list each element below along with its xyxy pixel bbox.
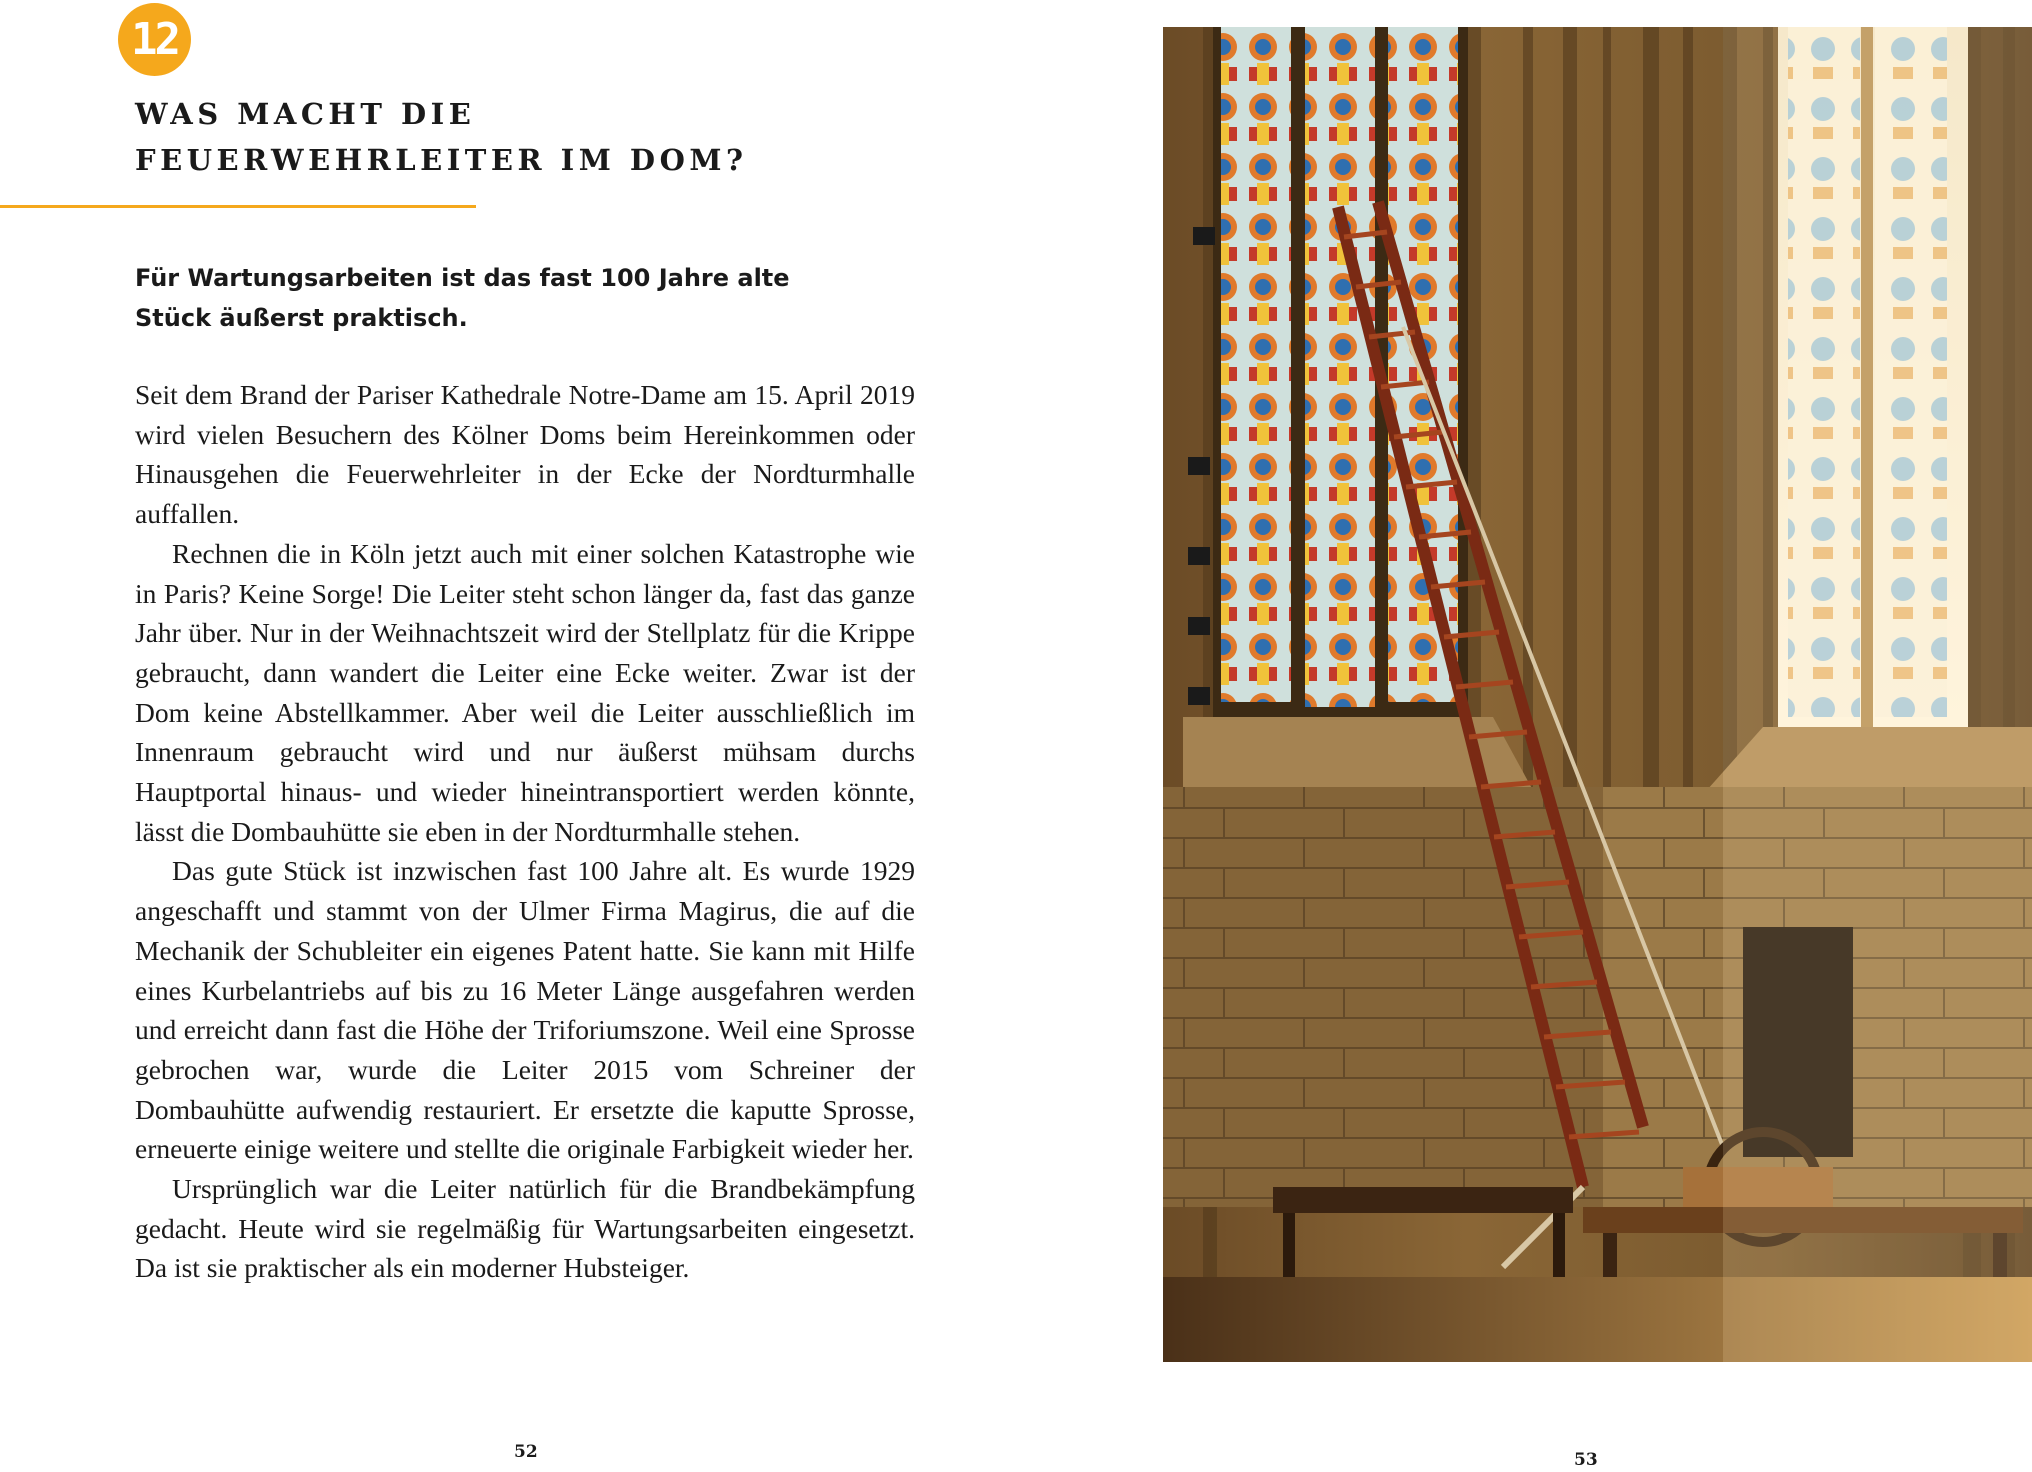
chapter-title: WAS MACHT DIE FEUERWEHRLEITER IM DOM? [135, 97, 748, 177]
page-number-right: 53 [1574, 1450, 1598, 1470]
cathedral-ladder-photo [1163, 27, 2032, 1362]
title-underline-rule [0, 205, 476, 208]
chapter-number-badge: 12 [118, 3, 191, 76]
body-paragraph: Rechnen die in Köln jetzt auch mit einer solchen Katastrophe wie in Paris? Keine Sorge! Die Leiter steht schon länger da, fast das ganze Jahr über. Nur in der Weihnachtszeit wird der Stellplatz für die Krippe gebraucht, dann wandert die Leiter eine Ecke weiter. Zwar ist der Dom keine Abstellkammer. Aber weil die Leiter ausschließlich im Innenraum gebraucht wird und nur äußerst mühsam durchs Hauptportal hinaus- und wieder hineintransportiert werden könnte, lässt die Dombauhütte sie eben in der Nordturmhalle stehen. [135, 537, 915, 847]
body-text [135, 375, 915, 1288]
lead-paragraph: Für Wartungsarbeiten ist das fast 100 Jahre alte Stück äußerst praktisch. [135, 264, 790, 332]
page-number-left: 52 [514, 1442, 538, 1462]
body-paragraph: Seit dem Brand der Pariser Kathedrale Notre-Dame am 15. April 2019 wird vielen Besuchern des Kölner Doms beim Hereinkommen oder Hinausgehen die Feuerwehrleiter in der Ecke der Nordturmhalle auffallen. [135, 379, 915, 530]
body-paragraph: Das gute Stück ist inzwischen fast 100 Jahre alt. Es wurde 1929 angeschafft und stammt von der Ulmer Firma Magirus, die auf die Mechanik der Schubleiter ein eigenes Patent hatte. Sie kann mit Hilfe eines Kurbelantriebs auf bis zu 16 Meter Länge ausgefahren werden und erreicht dann fast die Höhe der Triforiumszone. Weil eine Sprosse gebrochen war, wurde die Leiter 2015 vom Schreiner der Dombauhütte aufwendig restauriert. Er ersetzte die kaputte Sprosse, erneuerte einige weitere und stellte die originale Farbigkeit wieder her. [135, 855, 915, 1165]
body-paragraph: Ursprünglich war die Leiter natürlich für die Brandbekämpfung gedacht. Heute wird sie regelmäßig für Wartungsarbeiten eingesetzt. Da ist sie praktischer als ein moderner Hubsteiger. [135, 1173, 915, 1284]
